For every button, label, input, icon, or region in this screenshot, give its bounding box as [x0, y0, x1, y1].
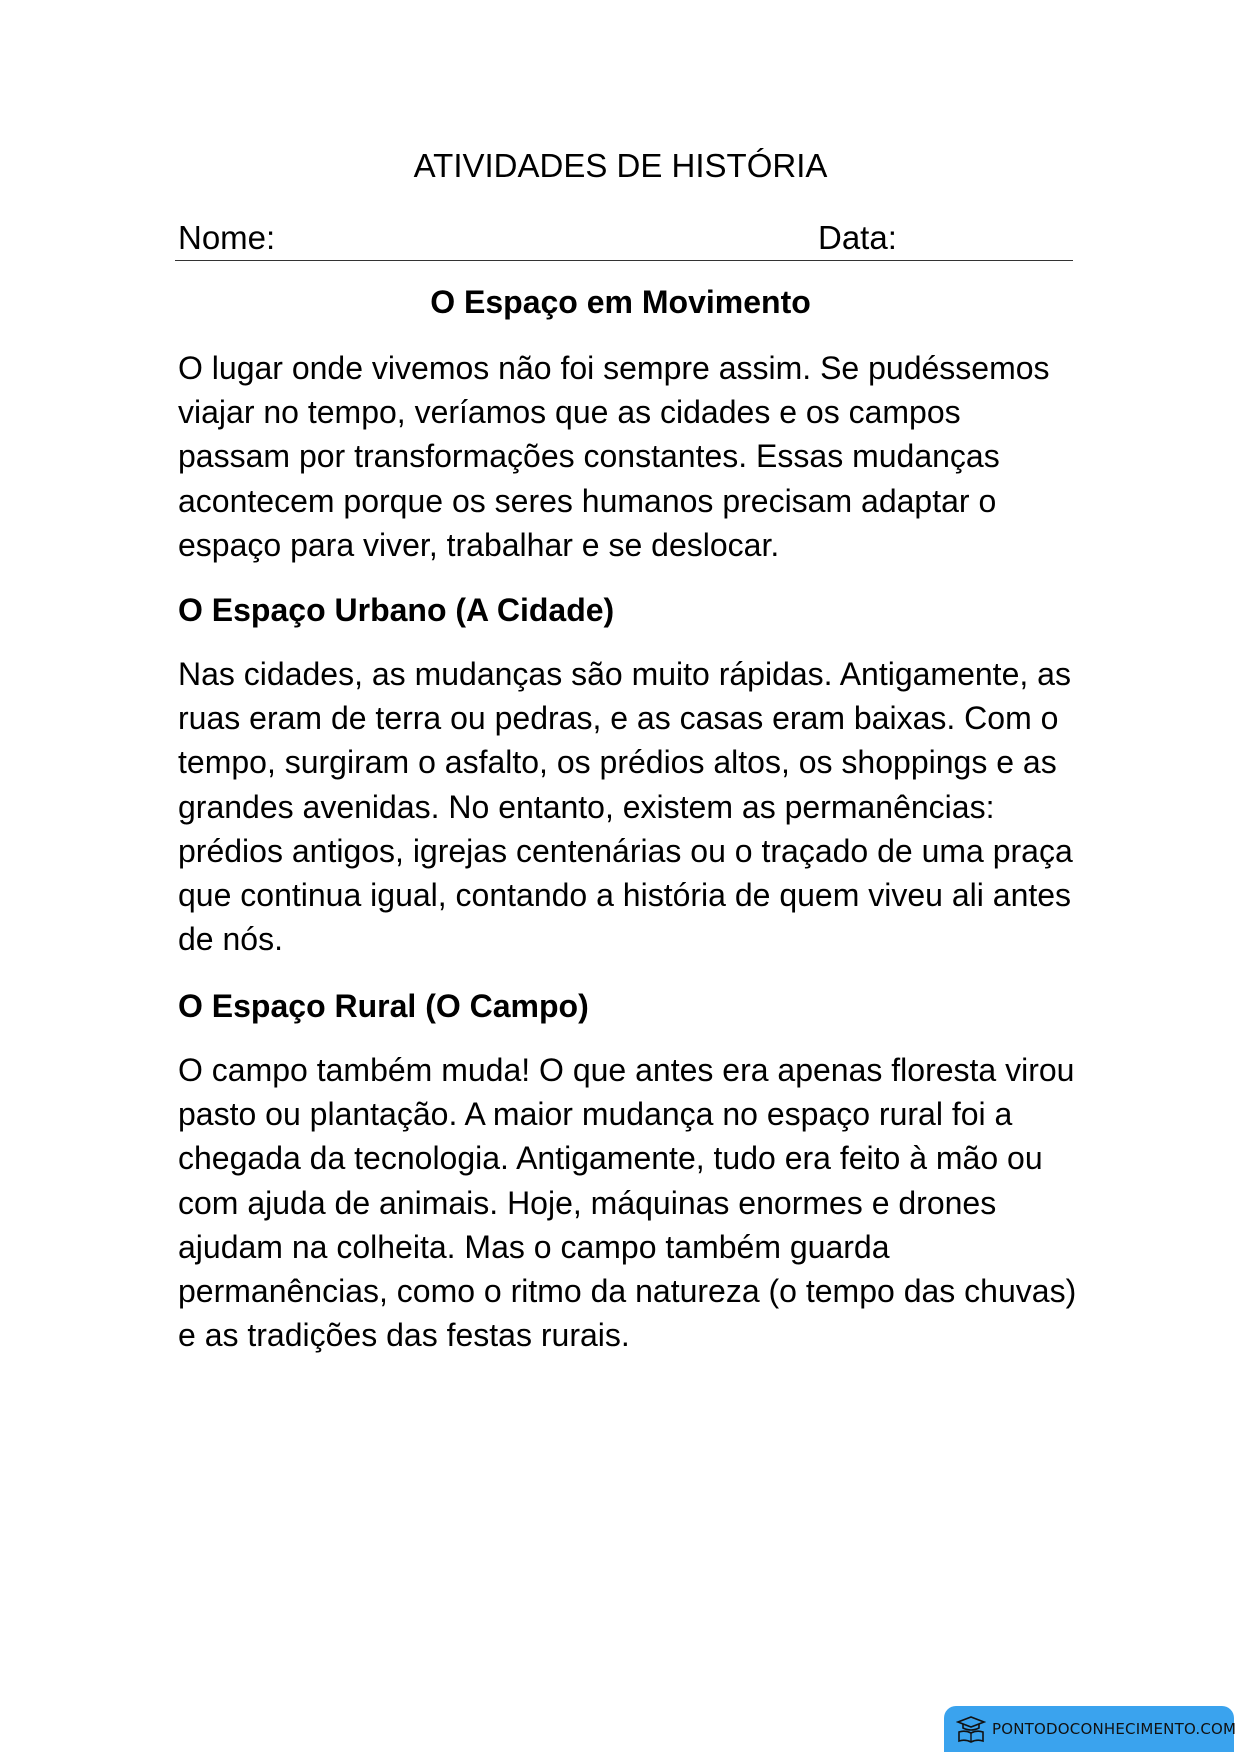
date-label: Data: [818, 219, 897, 256]
brand-badge [944, 1706, 1237, 1752]
name-date-row [175, 212, 1073, 261]
student-book-icon [956, 1715, 986, 1743]
section-paragraph-rural: O campo também muda! O que antes era apenas floresta virou pasto ou plantação. A maior mudança no espaço rural foi a chegada da tecnologia. Antigamente, tudo era feito à mão ou com ajuda de animais. Hoje, máquinas enormes e drones ajudam na colheita. Mas o campo também guarda permanências, como o ritmo da natureza (o tempo das chuvas) e as tradições das festas rurais. [178, 1052, 1077, 1354]
worksheet-title: ATIVIDADES DE HISTÓRIA [413, 147, 828, 184]
section-paragraph-urban: Nas cidades, as mudanças são muito rápidas. Antigamente, as ruas eram de terra ou pedras, e as casas eram baixas. Com o tempo, surgiram o asfalto, os prédios altos, os shoppings e as grandes avenidas. No entanto, existem as permanências: prédios antigos, igrejas centenárias ou o traçado de uma praça que continua igual, contando a história de quem viveu ali antes de nós. [178, 656, 1073, 958]
article-title: O Espaço em Movimento [430, 284, 811, 320]
intro-paragraph: O lugar onde vivemos não foi sempre assim. Se pudéssemos viajar no tempo, veríamos que as cidades e os campos passam por transformações constantes. Essas mudanças acontecem porque os seres humanos precisam adaptar o espaço para viver, trabalhar e se deslocar. [178, 350, 1050, 563]
name-label: Nome: [178, 219, 276, 256]
section-heading-urban: O Espaço Urbano (A Cidade) [178, 592, 615, 628]
section-heading-rural: O Espaço Rural (O Campo) [178, 988, 589, 1024]
brand-text: PONTODOCONHECIMENTO.COM [992, 1720, 1237, 1738]
